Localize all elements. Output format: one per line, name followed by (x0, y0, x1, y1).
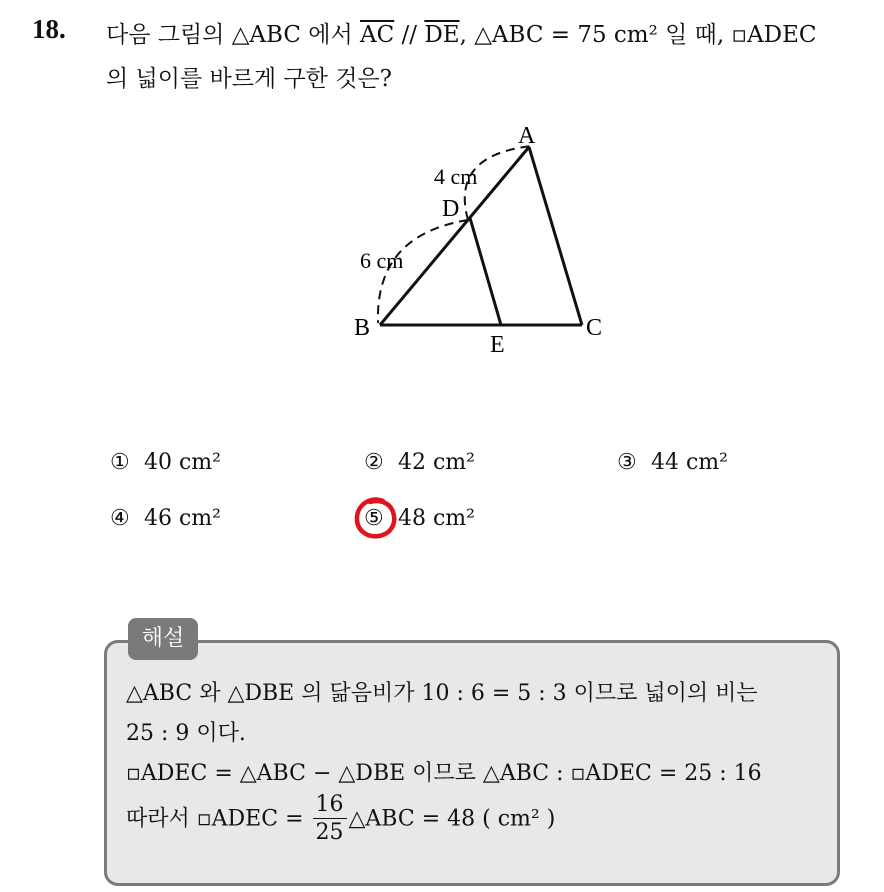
explanation-line-4 (126, 792, 555, 847)
question-number: 18. (32, 14, 66, 44)
question-text-start: 다음 그림의 △ABC 에서 (106, 22, 360, 48)
question-line-1 (106, 16, 817, 49)
choice-4-text: 46 cm² (144, 506, 221, 531)
choice-3-number: ③ (617, 450, 637, 475)
choice-1[interactable] (110, 450, 221, 475)
question-text-end: , △ABC = 75 cm² 일 때, ▫ADEC (459, 22, 817, 48)
explanation-line-4-suffix: △ABC = 48 ( cm² ) (348, 806, 556, 832)
label-a: A (518, 123, 536, 149)
fraction-denominator: 25 (315, 820, 344, 845)
fraction-numerator: 16 (313, 792, 347, 819)
choice-3[interactable] (617, 450, 728, 475)
label-d: D (442, 196, 460, 222)
parallel-symbol: // (394, 22, 425, 48)
triangle-figure (340, 110, 640, 370)
choice-3-text: 44 cm² (651, 450, 728, 475)
explanation-line-4-prefix: 따라서 ▫ADEC = (126, 806, 311, 832)
question-line-2: 의 넓이를 바르게 구한 것은? (106, 66, 392, 92)
explanation-badge: 해설 (128, 618, 198, 660)
label-b: B (354, 315, 371, 341)
choice-2-number: ② (364, 450, 384, 475)
explanation-line-1: △ABC 와 △DBE 의 닮음비가 10 : 6 = 5 : 3 이므로 넓이의 비는 (126, 681, 758, 706)
choice-1-number: ① (110, 450, 130, 475)
fraction (313, 792, 347, 847)
length-db: 6 cm (360, 248, 404, 273)
segment-de: $\overline{DE}$ (424, 22, 460, 48)
answer-circle-mark (353, 496, 399, 540)
segment-ac: $\overline{AC}$ (360, 22, 395, 48)
choice-4[interactable] (110, 506, 221, 531)
choice-2[interactable] (364, 450, 475, 475)
label-c: C (586, 315, 603, 341)
choice-2-text: 42 cm² (398, 450, 475, 475)
choice-5-number: ⑤ (364, 506, 384, 531)
choice-5-text: 48 cm² (398, 506, 475, 531)
length-ad: 4 cm (434, 164, 478, 189)
segment-de-line (470, 218, 501, 325)
explanation-line-3: ▫ADEC = △ABC − △DBE 이므로 △ABC : ▫ADEC = 25 : 16 (126, 761, 762, 786)
label-e: E (490, 332, 505, 358)
side-ac (529, 147, 582, 325)
explanation-line-2: 25 : 9 이다. (126, 721, 246, 746)
choice-1-text: 40 cm² (144, 450, 221, 475)
choice-4-number: ④ (110, 506, 130, 531)
